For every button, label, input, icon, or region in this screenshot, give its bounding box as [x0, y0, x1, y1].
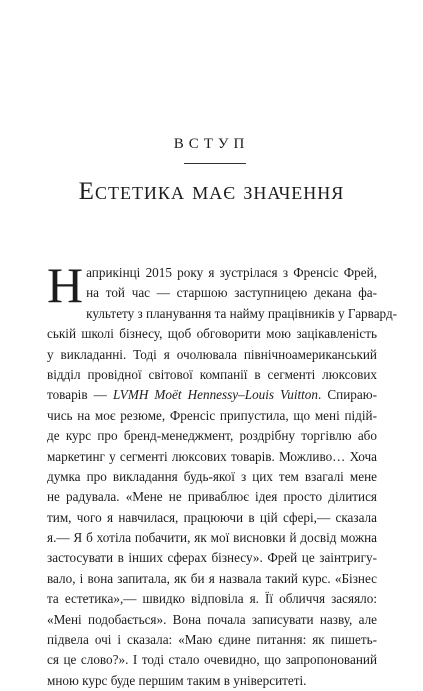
text-line: культету з планування та найму працівників у Гарвард-: [86, 305, 398, 321]
text-line: «Мені подобається». Вона почала записувати назву, але: [47, 611, 377, 627]
body-text: [47, 257, 398, 691]
text-line-last: мною курс буде першим таким в університеті.: [47, 672, 307, 688]
text-line: де курс про бренд-менеджмент, роздрібну торгівлю або: [47, 428, 377, 444]
drop-cap: Н: [47, 257, 84, 313]
text-line: ській школі бізнесу, щоб обговорити мою зацікавленість: [47, 326, 377, 342]
text-line: на той час — старшою заступницею декана фа-: [86, 285, 377, 301]
text-line: я.— Я б хотіла побачити, як мої висновки й досвід можна: [47, 530, 377, 546]
chapter-title: Естетика має значення: [78, 178, 345, 205]
text-line: маркетинг у сегменті люксових товарів. Можливо… Хоча: [47, 448, 377, 464]
section-label: ВСТУП: [173, 136, 250, 152]
text-line: та естетика»,— швидко відповіла я. Її обличчя засяяло:: [47, 591, 377, 607]
text-line: чись на моє резюме, Френсіс припустила, що мені підій-: [47, 407, 377, 423]
text-line: тим, чого я навчилася, працюючи в цій сфері,— сказала: [47, 509, 377, 525]
text-line-brand: товарів — LVMH Moët Hennessy–Louis Vuitton. Спираю-: [47, 387, 377, 403]
text-line: априкінці 2015 року я зустрілася з Френсіс Фрей,: [86, 265, 377, 280]
text-line: ся це слово?». І тоді стало очевидно, що запропонований: [47, 652, 377, 668]
text-line: відділ провідної світової компанії в сегменті люксових: [47, 366, 377, 382]
text-line: думка про викладання будь-якої з цих тем взагалі мене: [47, 468, 377, 484]
text-line: вало, і вона запитала, як би я назвала такий курс. «Бізнес: [47, 570, 377, 586]
text-line: застосувати в інших сферах бізнесу». Фрей це заінтригу-: [47, 550, 377, 566]
divider: [184, 163, 246, 164]
text-line: підвела очі і сказала: «Маю єдине питання: як пишеть-: [47, 632, 377, 648]
text-line: не радувала. «Мене не приваблює ідея просто ділитися: [47, 489, 377, 505]
text-line: у викладанні. Тоді я очолювала північноамериканський: [47, 346, 377, 362]
